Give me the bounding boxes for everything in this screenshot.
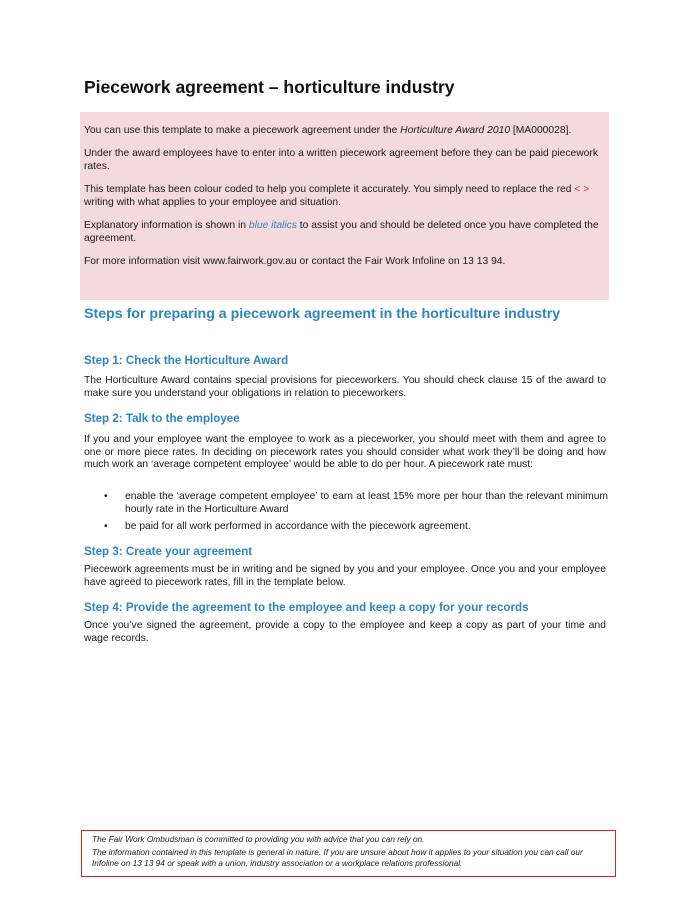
step-3-body: Piecework agreements must be in writing and be signed by you and your employee. Once you and your employee have agreed to piecework rates, fill in the template below. (84, 564, 606, 588)
step-3-heading: Step 3: Create your agreement (84, 545, 253, 558)
disclaimer-general-info: The information contained in this template is general in nature. If you are unsure about how it applies to your situation you can call our Infoline on 13 13 94 or speak with a union, industry association or a workplace relations professional. (92, 847, 583, 868)
steps-heading: Steps for preparing a piecework agreement in the horticulture industry (84, 306, 561, 322)
step-1-body: The Horticulture Award contains special provisions for pieceworkers. You should check clause 15 of the award to make sure you understand your obligations in relation to pieceworkers. (84, 375, 606, 399)
intro-paragraph-colour-code: This template has been colour coded to help you complete it accurately. You simply need to replace the red < > writing with what applies to your employee and situation. (84, 184, 590, 208)
intro-paragraph-award: You can use this template to make a piecework agreement under the Horticulture Award 2010 [MA000028]. (84, 125, 572, 136)
red-placeholder-marker: < > (574, 184, 590, 195)
list-item: • enable the ‘average competent employee’ to earn at least 15% more per hour than the relevant minimum hourly rate in the Horticulture Award (104, 491, 608, 515)
intro-paragraph-written: Under the award employees have to enter into a written piecework agreement before they can be paid piecework rates. (84, 148, 598, 172)
disclaimer-commitment: The Fair Work Ombudsman is committed to providing you with advice that you can rely on. (92, 834, 425, 844)
step-4-body: Once you’ve signed the agreement, provide a copy to the employee and keep a copy as part of your time and wage records. (84, 620, 606, 644)
award-name: Horticulture Award 2010 (400, 125, 511, 136)
page-title: Piecework agreement – horticulture industry (84, 77, 455, 97)
list-item: • be paid for all work performed in accordance with the piecework agreement. (104, 521, 471, 533)
intro-box (80, 112, 609, 300)
disclaimer-box (81, 830, 616, 877)
step-2-body: If you and your employee want the employee to work as a pieceworker, you should meet with them and agree to one or more piece rates. In deciding on piecework rates you should consider what work they’ll be doing and how much work an ‘average competent employee’ would be able to do per hour. A piecework rate must: (84, 434, 606, 471)
step-1-heading: Step 1: Check the Horticulture Award (84, 354, 289, 367)
bullet-icon: • (104, 521, 108, 533)
bullet-icon: • (104, 491, 108, 502)
step-2-heading: Step 2: Talk to the employee (84, 412, 240, 425)
intro-paragraph-explanatory: Explanatory information is shown in blue italics to assist you and should be deleted once you have completed the agreement. (84, 220, 599, 244)
intro-paragraph-contact: For more information visit www.fairwork.gov.au or contact the Fair Work Infoline on 13 13 94. (84, 256, 506, 267)
blue-italics-sample: blue italics (248, 220, 297, 231)
step-4-heading: Step 4: Provide the agreement to the employee and keep a copy for your records (84, 601, 529, 614)
piecework-rate-requirements-list (84, 491, 608, 539)
